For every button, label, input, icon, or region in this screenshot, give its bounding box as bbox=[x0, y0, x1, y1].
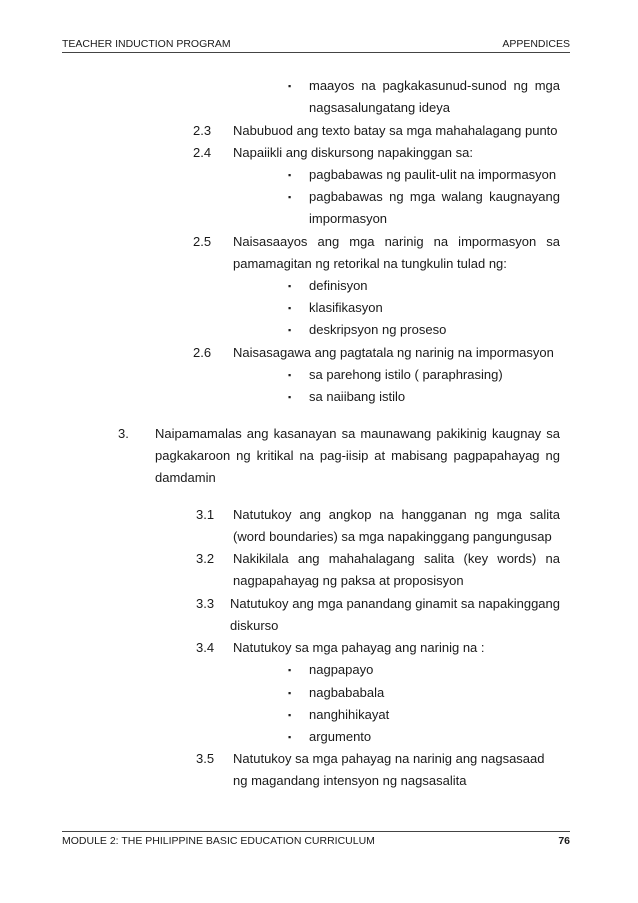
section-text: Naipamamalas ang kasanayan sa maunawang pakikinig kaugnay sa bbox=[155, 426, 560, 441]
item-text: Natutukoy ang mga panandang ginamit sa napakinggang bbox=[230, 596, 560, 611]
item-text: Natutukoy ang angkop na hangganan ng mga salita bbox=[233, 507, 560, 522]
bullet-item: pagbabawas ng paulit-ulit na impormasyon bbox=[309, 167, 557, 182]
bullet-icon: ▪ bbox=[288, 370, 292, 380]
item-number: 3.4 bbox=[196, 640, 215, 655]
bullet-item: argumento bbox=[309, 729, 372, 744]
section-text-cont: damdamin bbox=[155, 470, 216, 485]
bullet-icon: ▪ bbox=[288, 688, 292, 698]
item-text: Napaiikli ang diskursong napakinggan sa: bbox=[233, 145, 473, 160]
bullet-item: sa parehong istilo ( paraphrasing) bbox=[309, 367, 503, 382]
bullet-item: nagpapayo bbox=[309, 662, 374, 677]
header-section: APPENDICES bbox=[502, 38, 570, 50]
section-number: 3. bbox=[118, 426, 129, 441]
item-number: 3.5 bbox=[196, 751, 215, 766]
bullet-item: nagbababala bbox=[309, 685, 385, 700]
page-number: 76 bbox=[558, 835, 570, 847]
bullet-icon: ▪ bbox=[288, 81, 292, 91]
bullet-icon: ▪ bbox=[288, 732, 292, 742]
bullet-item-cont: nagsasalungatang ideya bbox=[309, 100, 450, 115]
item-text: Nabubuod ang texto batay sa mga mahahalagang punto bbox=[233, 123, 558, 138]
item-text: Naisasagawa ang pagtatala ng narinig na impormasyon bbox=[233, 345, 554, 360]
bullet-icon: ▪ bbox=[288, 325, 292, 335]
item-text: Natutukoy sa mga pahayag na narinig ang nagsasaad bbox=[233, 751, 545, 766]
bullet-icon: ▪ bbox=[288, 710, 292, 720]
item-text-cont: diskurso bbox=[230, 618, 279, 633]
bullet-item: pagbabawas ng mga walang kaugnayang bbox=[309, 189, 560, 204]
bullet-icon: ▪ bbox=[288, 392, 292, 402]
item-number: 3.1 bbox=[196, 507, 215, 522]
footer-title: MODULE 2: THE PHILIPPINE BASIC EDUCATION CURRICULUM bbox=[62, 835, 375, 847]
item-number: 2.5 bbox=[193, 234, 212, 249]
bullet-item: definisyon bbox=[309, 278, 368, 293]
bullet-icon: ▪ bbox=[288, 281, 292, 291]
header-title: TEACHER INDUCTION PROGRAM bbox=[62, 38, 231, 50]
item-text: Naisasaayos ang mga narinig na impormasyon sa bbox=[233, 234, 560, 249]
bullet-item: maayos na pagkakasunud-sunod ng mga bbox=[309, 78, 560, 93]
bullet-icon: ▪ bbox=[288, 665, 292, 675]
item-number: 3.3 bbox=[196, 596, 215, 611]
bullet-icon: ▪ bbox=[288, 192, 292, 202]
item-text-cont: nagpapahayag ng paksa at proposisyon bbox=[233, 573, 464, 588]
item-text-cont: pamamagitan ng retorikal na tungkulin tulad ng: bbox=[233, 256, 507, 271]
item-text-cont: ng magandang intensyon ng nagsasalita bbox=[233, 773, 467, 788]
bullet-item: klasifikasyon bbox=[309, 300, 383, 315]
bullet-item-cont: impormasyon bbox=[309, 211, 388, 226]
section-text-cont: pagkakaroon ng kritikal na pag-iisip at mabisang pagpapahayag ng bbox=[155, 448, 560, 463]
page-header bbox=[62, 38, 570, 53]
item-number: 2.6 bbox=[193, 345, 212, 360]
item-text-cont: (word boundaries) sa mga napakinggang pangungusap bbox=[233, 529, 552, 544]
bullet-icon: ▪ bbox=[288, 170, 292, 180]
item-text: Nakikilala ang mahahalagang salita (key words) na bbox=[233, 551, 560, 566]
bullet-icon: ▪ bbox=[288, 303, 292, 313]
bullet-item: deskripsyon ng proseso bbox=[309, 322, 447, 337]
item-number: 3.2 bbox=[196, 551, 215, 566]
bullet-item: sa naiibang istilo bbox=[309, 389, 406, 404]
item-number: 2.4 bbox=[193, 145, 212, 160]
bullet-item: nanghihikayat bbox=[309, 707, 390, 722]
item-number: 2.3 bbox=[193, 123, 212, 138]
item-text: Natutukoy sa mga pahayag ang narinig na : bbox=[233, 640, 485, 655]
page-footer bbox=[62, 831, 570, 847]
